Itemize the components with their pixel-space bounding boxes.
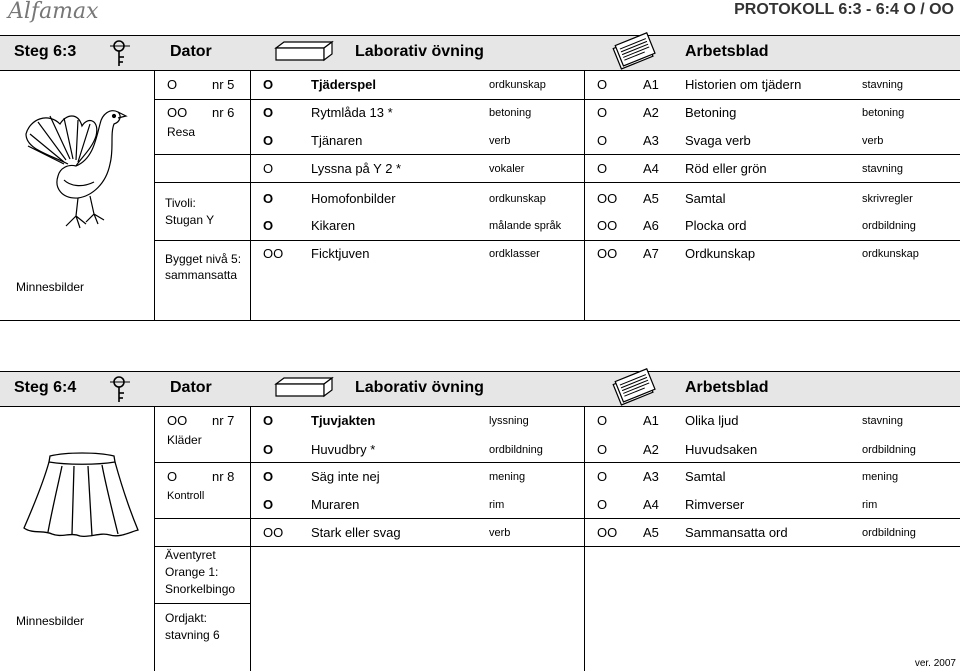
arb-name: Samtal [685,469,726,484]
lab-mark: O [263,469,274,484]
lab-cat: ordkunskap [489,79,546,91]
arb-mark: O [597,133,608,148]
dator-sub: Resa [167,125,196,139]
arb-cat: mening [862,471,899,483]
arb-cat: stavning [862,415,903,427]
arb-cat: verb [862,135,884,147]
arb-mark: O [597,442,608,457]
lab-cat: målande språk [489,220,562,232]
worksheet-icon [610,372,658,404]
dator-mark: O [167,469,178,484]
side-label: Snorkelbingo [165,582,236,596]
side-label: Tivoli: [165,196,196,210]
lab-name: Säg inte nej [311,469,380,484]
side-label: stavning 6 [165,628,220,642]
lab-mark: O [263,191,274,206]
arb-id: A4 [643,161,659,176]
dator-nr: nr 5 [212,77,235,92]
arb-name: Sammansatta ord [685,525,788,540]
capercaillie-image [18,104,130,239]
lab-mark: O [263,161,274,176]
arb-mark: O [597,413,608,428]
lab-name: Tjänaren [311,133,363,148]
arb-id: A2 [643,105,659,120]
dator-sub: Kontroll [167,490,205,502]
arb-mark: O [597,105,608,120]
lab-mark: O [263,77,274,92]
side-label: Äventyret [165,548,216,562]
dator-mark: OO [167,105,188,120]
side-label: sammansatta [165,268,238,282]
lab-cat: ordklasser [489,248,540,260]
arb-id: A5 [643,525,659,540]
arb-id: A1 [643,77,659,92]
lab-name: Rytmlåda 13 * [311,105,393,120]
worksheet-icon [610,36,658,68]
arb-id: A6 [643,218,659,233]
arb-id: A3 [643,133,659,148]
lab-name: Muraren [311,497,360,512]
lab-cat: rim [489,499,505,511]
key-icon [108,375,134,403]
minnesbilder-label: Minnesbilder [16,280,85,294]
arb-mark: O [597,161,608,176]
lab-cat: lyssning [489,415,529,427]
arb-name: Betoning [685,105,737,120]
arb-name: Samtal [685,191,726,206]
arb-name: Svaga verb [685,133,751,148]
lab-cat: verb [489,135,511,147]
col-arb: Arbetsblad [685,43,769,60]
lab-name: Huvudbry * [311,442,376,457]
version-label: ver. 2007 [914,658,956,669]
arb-cat: betoning [862,107,905,119]
arb-mark: O [597,77,608,92]
dator-mark: O [167,77,178,92]
arb-name: Historien om tjädern [685,77,802,92]
col-dator: Dator [170,43,212,60]
dator-nr: nr 8 [212,469,235,484]
col-lab: Laborativ övning [355,43,484,60]
arb-cat: stavning [862,79,903,91]
logo: Alfamax [8,0,99,24]
lab-cat: ordkunskap [489,193,546,205]
side-label: Bygget nivå 5: [165,252,242,266]
lab-cat: betoning [489,107,532,119]
dator-sub: Kläder [167,433,202,447]
dator-nr: nr 6 [212,105,235,120]
arb-cat: stavning [862,163,903,175]
arb-cat: rim [862,499,878,511]
arb-name: Ordkunskap [685,246,756,261]
step-title: Steg 6:4 [14,379,77,396]
lab-cat: vokaler [489,163,525,175]
lab-cat: verb [489,527,511,539]
step-title: Steg 6:3 [14,43,77,60]
arb-mark: OO [597,246,618,261]
side-label: Stugan Y [165,213,215,227]
dator-mark: OO [167,413,188,428]
arb-cat: skrivregler [862,193,913,205]
arb-name: Plocka ord [685,218,747,233]
arb-cat: ordbildning [862,527,916,539]
arb-mark: OO [597,218,618,233]
lab-name: Homofonbilder [311,191,396,206]
minnesbilder-label: Minnesbilder [16,614,85,628]
arb-name: Huvudsaken [685,442,758,457]
lab-mark: O [263,105,274,120]
lab-mark: O [263,413,274,428]
arb-cat: ordkunskap [862,248,919,260]
lab-name: Stark eller svag [311,525,401,540]
lab-cat: mening [489,471,526,483]
lab-mark: OO [263,246,284,261]
side-label: Orange 1: [165,565,219,579]
key-icon [108,39,134,67]
arb-mark: OO [597,525,618,540]
col-dator: Dator [170,379,212,396]
lab-mark: O [263,497,274,512]
lab-name: Kikaren [311,218,356,233]
arb-id: A1 [643,413,659,428]
page-title: PROTOKOLL 6:3 - 6:4 O / OO [734,1,954,18]
arb-mark: O [597,497,608,512]
arb-name: Rimverser [685,497,745,512]
dator-nr: nr 7 [212,413,235,428]
arb-cat: ordbildning [862,444,916,456]
arb-mark: OO [597,191,618,206]
col-arb: Arbetsblad [685,379,769,396]
lab-cat: ordbildning [489,444,543,456]
block-icon [272,376,334,400]
side-label: Ordjakt: [165,611,208,625]
arb-id: A7 [643,246,659,261]
block-icon [272,40,334,64]
arb-id: A3 [643,469,659,484]
lab-mark: OO [263,525,284,540]
lab-name: Tjuvjakten [311,413,376,428]
arb-id: A2 [643,442,659,457]
lab-mark: O [263,442,274,457]
lab-mark: O [263,133,274,148]
lab-mark: O [263,218,274,233]
lab-name: Ficktjuven [311,246,370,261]
skirt-image [22,450,140,540]
arb-name: Olika ljud [685,413,739,428]
arb-mark: O [597,469,608,484]
arb-cat: ordbildning [862,220,916,232]
lab-name: Lyssna på Y 2 * [311,161,402,176]
lab-name: Tjäderspel [311,77,377,92]
arb-id: A4 [643,497,659,512]
arb-name: Röd eller grön [685,161,767,176]
col-lab: Laborativ övning [355,379,484,396]
arb-id: A5 [643,191,659,206]
